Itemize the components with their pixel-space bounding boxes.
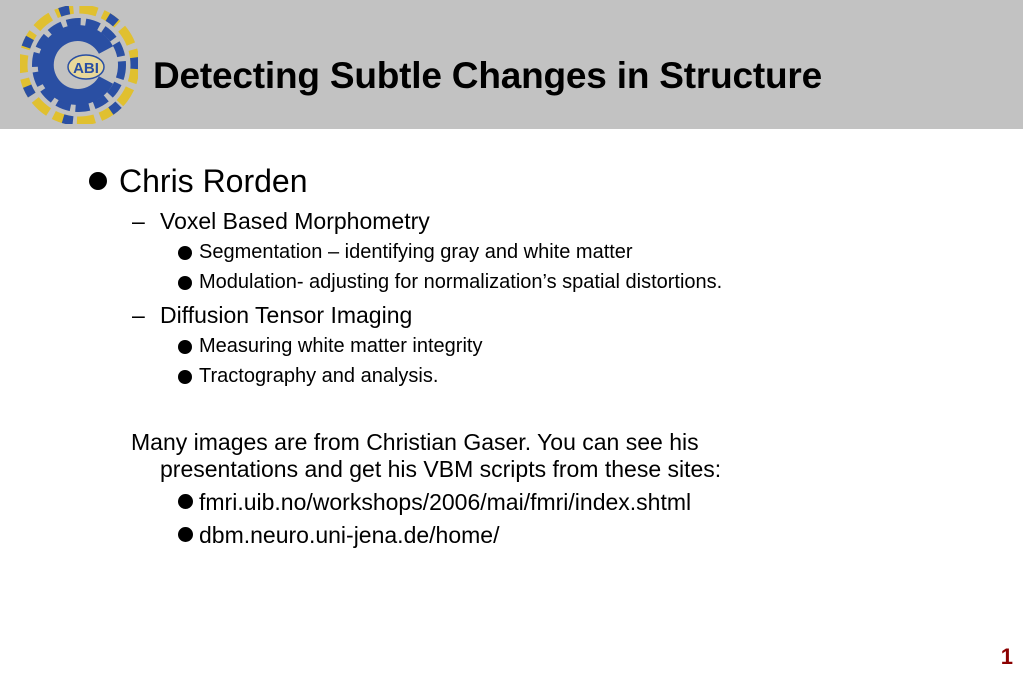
list-item: Segmentation – identifying gray and white matter: [199, 241, 633, 263]
bullet-dot: [178, 494, 193, 509]
bullet-dot: [178, 340, 192, 354]
sub-heading-dti: Diffusion Tensor Imaging: [160, 302, 413, 328]
note-line: Many images are from Christian Gaser. You can see his: [131, 429, 699, 455]
logo-text: ABI: [73, 60, 99, 77]
note-line: presentations and get his VBM scripts from these sites:: [160, 456, 722, 482]
page-number: 1: [1000, 644, 1013, 669]
slide-title: Detecting Subtle Changes in Structure: [153, 55, 822, 96]
list-item: Tractography and analysis.: [199, 365, 439, 387]
bullet-dot: [178, 276, 192, 290]
link-dbm[interactable]: dbm.neuro.uni-jena.de/home/: [199, 522, 500, 548]
bullet-dot: [178, 370, 192, 384]
list-item: Modulation- adjusting for normalization’s spatial distortions.: [199, 271, 723, 293]
list-item: Measuring white matter integrity: [199, 335, 483, 357]
bullet-dot: [178, 527, 193, 542]
dash-marker: –: [132, 302, 145, 328]
bullet-dot: [89, 172, 107, 190]
bullet-speaker: Chris Rorden: [119, 163, 308, 199]
bullet-dot: [178, 246, 192, 260]
link-fmri[interactable]: fmri.uib.no/workshops/2006/mai/fmri/index.shtml: [199, 489, 692, 515]
sub-heading-vbm: Voxel Based Morphometry: [160, 208, 430, 234]
dash-marker: –: [132, 208, 145, 234]
